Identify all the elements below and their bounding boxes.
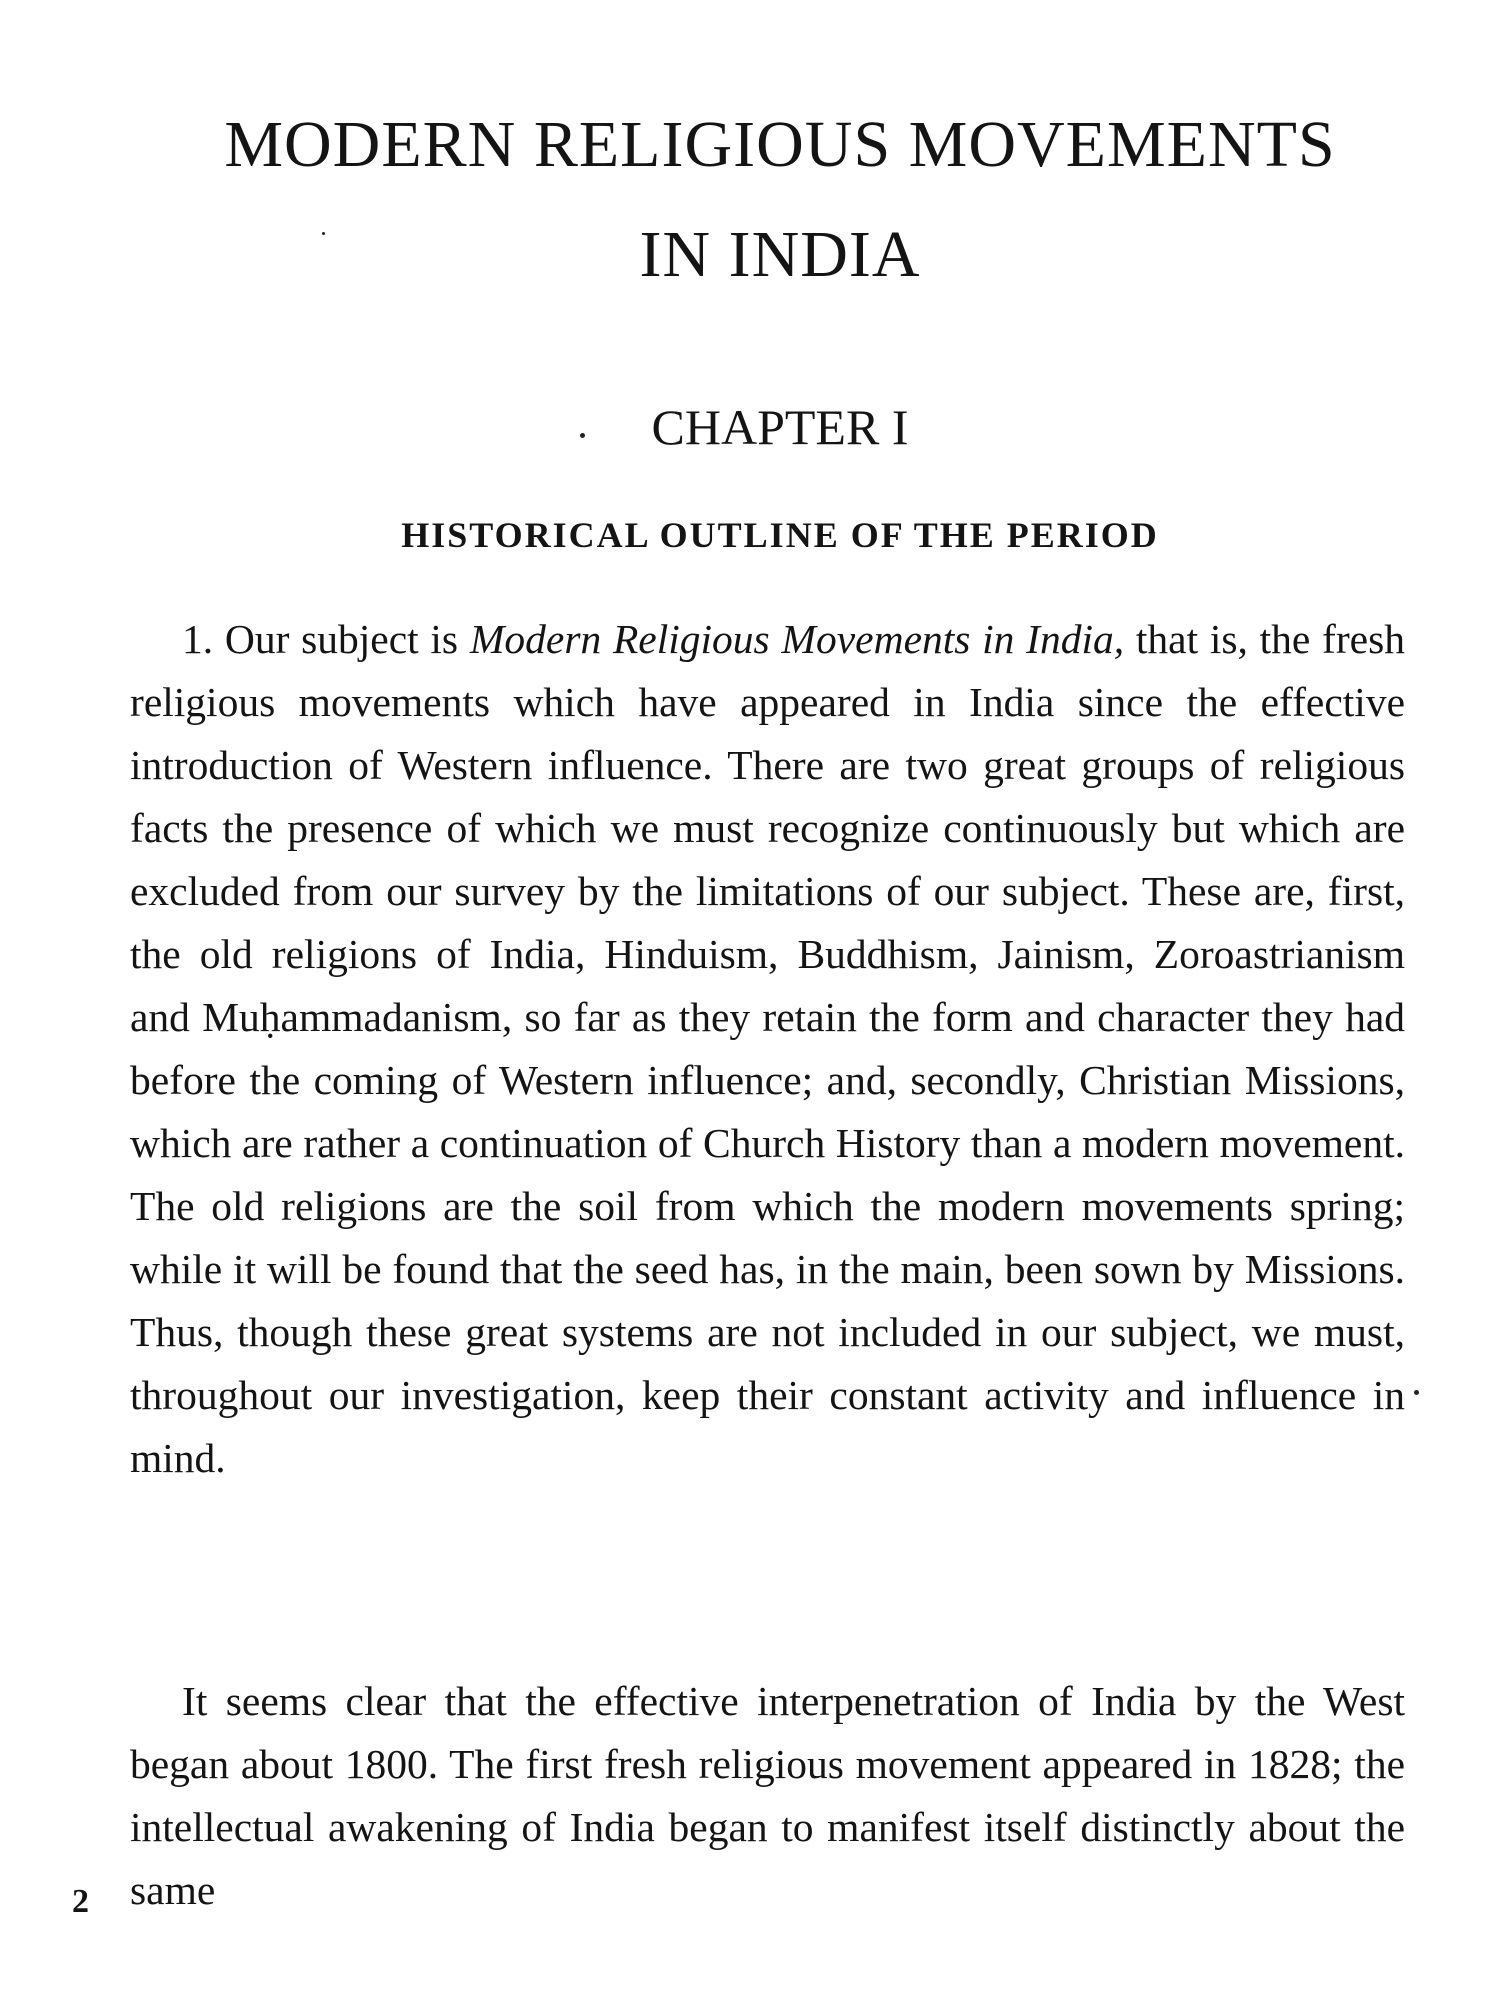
book-subject-italic: Modern Religious Movements in India, [469,616,1125,662]
book-title-line-2: IN INDIA [639,218,921,291]
section-heading: HISTORICAL OUTLINE OF THE PERIOD [401,515,1159,555]
paragraph-1 [130,608,1405,1490]
book-title-line-1: MODERN RELIGIOUS MOVEMENTS [224,108,1336,181]
chapter-heading: CHAPTER I [651,399,909,455]
paragraph-2 [130,1670,1405,1922]
paragraph-text: that is, the fresh religious movements which have appeared in India since the effective introduction of Western influence. There are two great groups of religious facts the presence of which we must recognize continuously but which are excluded from our survey by the limitations of our subject. These are, first, the old religions of India, Hinduism, Buddhism, Jainism, Zoroastrianism and Muḥammadanism, so far as they retain the form and character they had before the coming of Western influence; and, secondly, Christian Missions, which are rather a continuation of Church History than a modern movement. The old religions are the soil from which the modern movements spring; while it will be found that the seed has, in the main, been sown by Missions. Thus, though these great systems are not included in our subject, we must, throughout our investigation, keep their constant activity and influence in mind. [130,616,1406,1481]
paragraph-number: 1. [182,616,214,662]
stray-ink-mark [1414,1390,1419,1395]
paragraph-text: It seems clear that the effective interpenetration of India by the West began about 1800. The first fresh religious movement appeared in 1828; the intellectual awakening of India began to manifest itself distinctly about the same [130,1678,1405,1913]
paragraph-lead: Our subject is [224,616,459,662]
page-number: 2 [72,1883,89,1920]
